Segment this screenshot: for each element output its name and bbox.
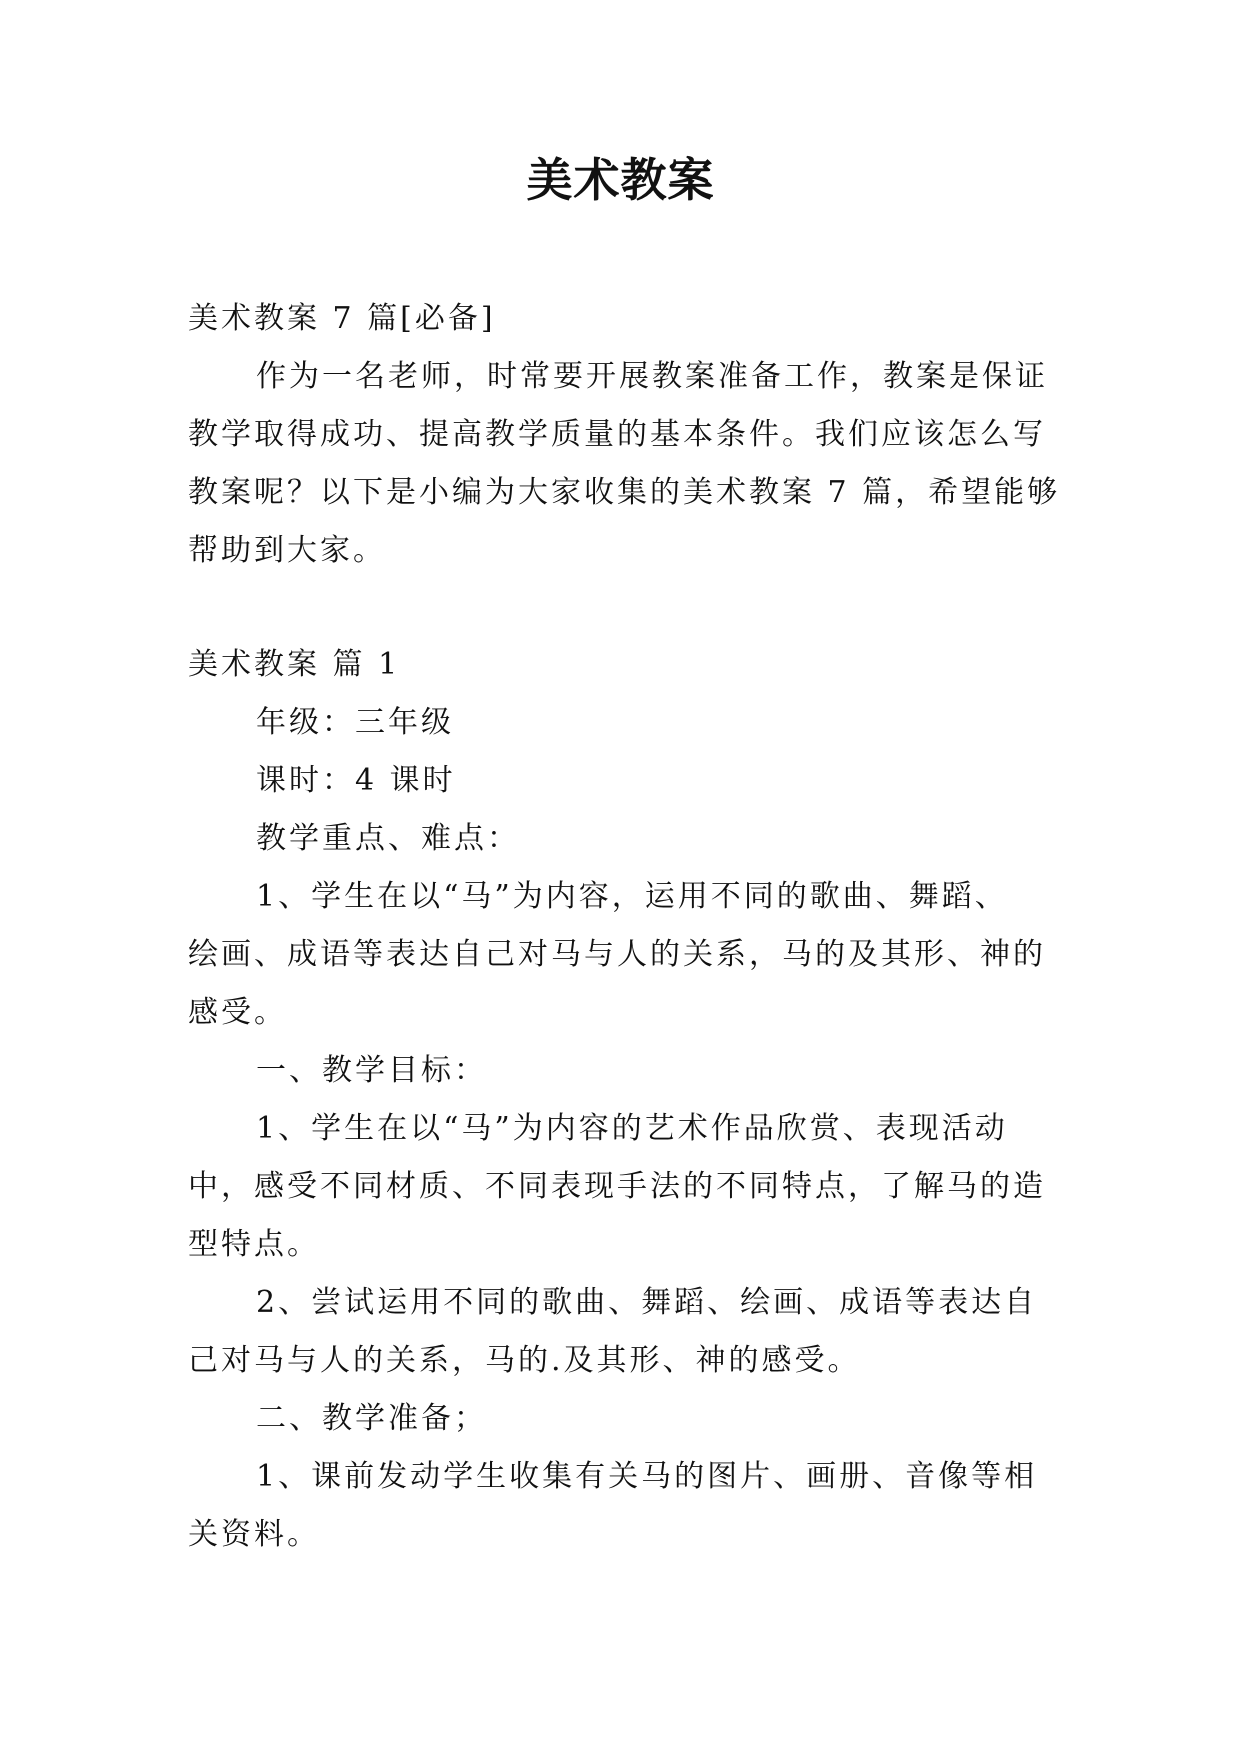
intro-line-2: 教学取得成功、提高教学质量的基本条件。我们应该怎么写 (188, 417, 1046, 452)
document-title: 美术教案 (526, 153, 715, 207)
section-line-15: 关资料。 (188, 1517, 320, 1552)
section-line-10: 型特点。 (188, 1227, 320, 1262)
section-line-5: 绘画、成语等表达自己对马与人的关系，马的及其形、神的 (188, 937, 1046, 972)
section-spacer (188, 580, 1058, 636)
document-subtitle: 美术教案 7 篇[必备] (188, 301, 496, 336)
intro-line-1: 作为一名老师，时常要开展教案准备工作，教案是保证 (256, 359, 1048, 394)
intro-line-3: 教案呢？以下是小编为大家收集的美术教案 7 篇，希望能够 (188, 475, 1061, 510)
section-line-7: 一、教学目标： (256, 1053, 487, 1088)
section-line-13: 二、教学准备； (256, 1401, 487, 1436)
section-line-2: 课时：4 课时 (256, 763, 456, 798)
section-line-3: 教学重点、难点： (256, 821, 520, 856)
section-line-12: 己对马与人的关系，马的.及其形、神的感受。 (188, 1343, 861, 1378)
section-line-6: 感受。 (188, 995, 287, 1030)
section-line-14: 1、课前发动学生收集有关马的图片、画册、音像等相 (256, 1459, 1038, 1494)
intro-line-4: 帮助到大家。 (188, 533, 386, 568)
section-line-8: 1、学生在以“马”为内容的艺术作品欣赏、表现活动 (256, 1111, 1008, 1146)
section-line-4: 1、学生在以“马”为内容，运用不同的歌曲、舞蹈、 (256, 879, 1008, 914)
document-body (188, 290, 1061, 1564)
section-line-1: 年级：三年级 (256, 705, 454, 740)
section-line-9: 中，感受不同材质、不同表现手法的不同特点，了解马的造 (188, 1169, 1046, 1204)
section-heading: 美术教案 篇 1 (188, 647, 401, 682)
section-line-11: 2、尝试运用不同的歌曲、舞蹈、绘画、成语等表达自 (256, 1285, 1038, 1320)
